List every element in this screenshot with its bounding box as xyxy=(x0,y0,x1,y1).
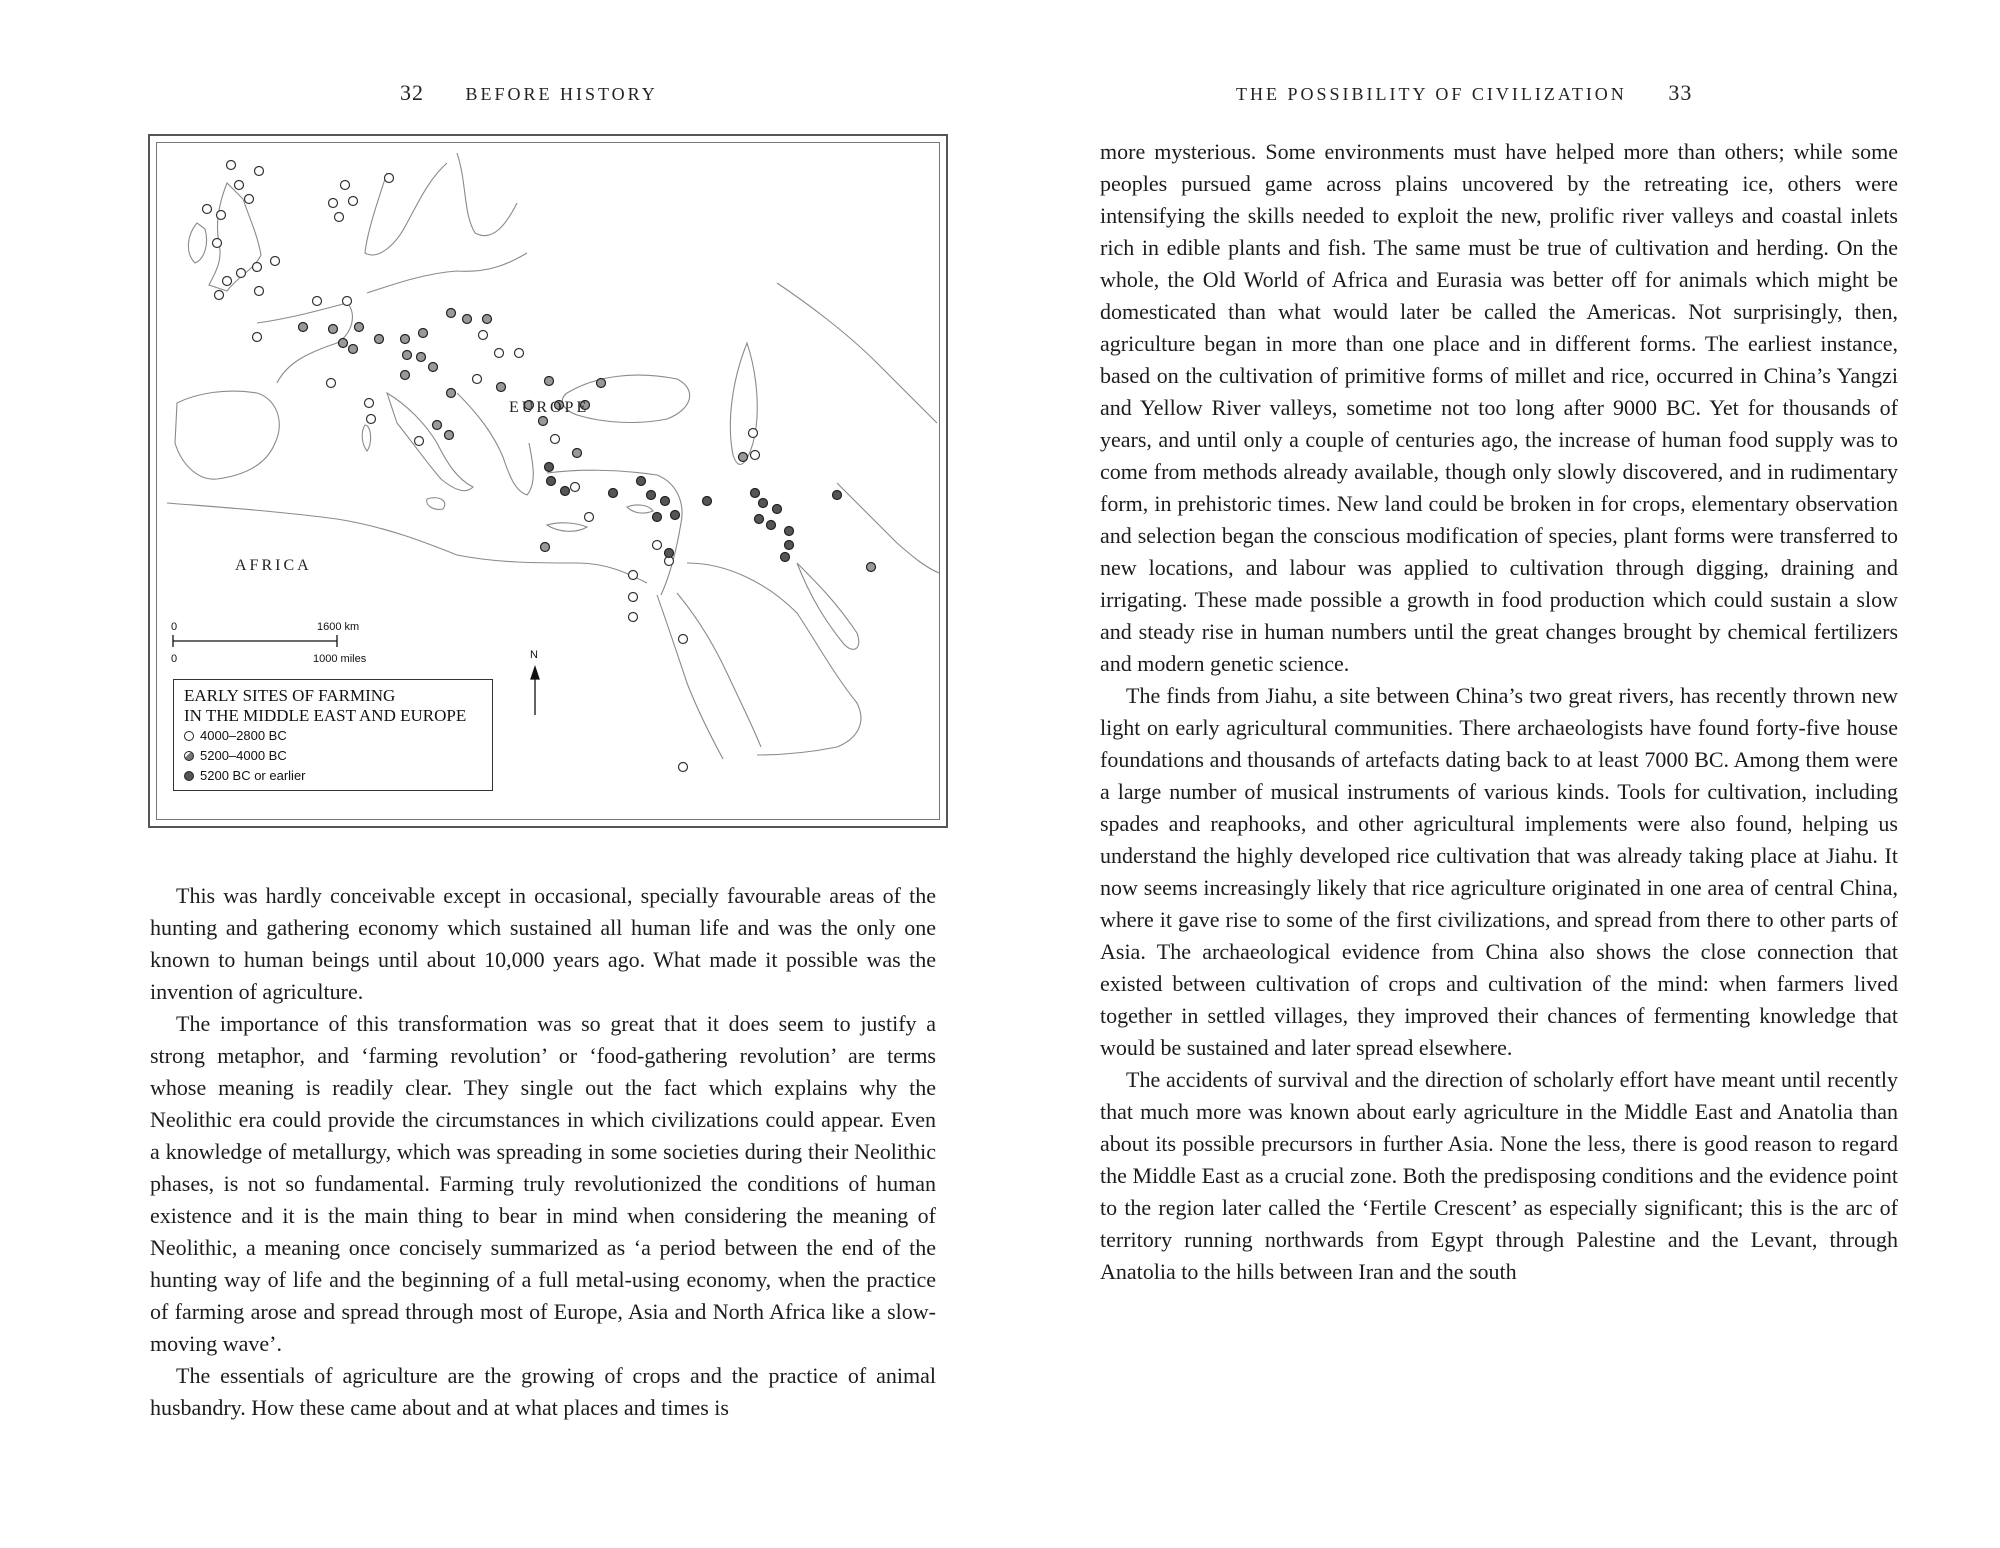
scale-mi-label: 1000 miles xyxy=(313,653,367,665)
africa-label: AFRICA xyxy=(235,557,312,574)
legend-title-line2: IN THE MIDDLE EAST AND EUROPE xyxy=(184,706,467,725)
north-label: N xyxy=(530,649,538,661)
legend-title-line1: EARLY SITES OF FARMING xyxy=(184,686,396,705)
north-arrow xyxy=(531,667,539,715)
legend-item-half: 5200–4000 BC xyxy=(184,746,482,766)
left-body-text xyxy=(150,880,936,1424)
map-area xyxy=(156,142,940,820)
right-running-head xyxy=(1236,80,1692,106)
farming-sites-map xyxy=(148,134,948,828)
right-page xyxy=(1000,0,2000,1548)
right-paragraph-1: more mysterious. Some environments must have helped more than others; while some peoples pursued game across plains uncovered by the retreating ice, others were intensifying the skills needed to exploit the new, prolific river valleys and coastal inlets rich in edible plants and fish. The same must be true of cultivation and herding. On the whole, the Old World of Africa and Eurasia was better off for animals which might be domesticated than what would later be called the Americas. Not surprisingly, then, agriculture began in more than one place and in different forms. The earliest instance, based on the cultivation of primitive forms of millet and rice, occurred in China’s Yangzi and Yellow River valleys, sometime not too long after 9000 BC. Yet for thousands of years, and until only a couple of centuries ago, the increase of human food supply was to come from methods already available, though only slowly discovered, and in rudimentary form, in prehistoric times. New land could be broken in for crops, elementary observation and selection began the conscious modification of species, plant forms were transferred to new locations, and labour was applied to cultivation through digging, draining and irrigating. These made possible a growth in food production which could sustain a slow and steady rise in human numbers until the great changes brought by chemical fertilizers and modern genetic science. xyxy=(1100,139,1898,676)
scale-mi-zero: 0 xyxy=(171,653,178,665)
left-paragraph-3: The essentials of agriculture are the growing of crops and the practice of animal husbandry. How these came about and at what places and times is xyxy=(150,1363,936,1420)
left-running-title: BEFORE HISTORY xyxy=(465,84,658,104)
left-paragraph-2: The importance of this transformation was so great that it does seem to justify a strong metaphor, and ‘farming revolution’ or ‘food-gathering revolution’ are terms whose meaning is readily clear. They single out the fact which explains why the Neolithic era could provide the circumstances in which civilizations could appear. Even a knowledge of metallurgy, which was spreading in some societies during their Neolithic phases, is not so fundamental. Farming truly revolutionized the conditions of human existence and it is the main thing to bear in mind when considering the meaning of Neolithic, a meaning once concisely summarized as ‘a period between the end of the hunting way of life and the beginning of a full metal-using economy, when the practice of farming arose and spread through most of Europe, Asia and North Africa like a slow-moving wave’. xyxy=(150,1011,936,1356)
coastlines xyxy=(167,153,939,759)
half-circle-icon xyxy=(184,751,194,761)
scale-bars xyxy=(173,635,337,647)
right-body-text xyxy=(1100,136,1898,1288)
europe-label: EUROPE xyxy=(509,399,590,416)
scale-km-zero: 0 xyxy=(171,621,178,633)
legend-item-dark: 5200 BC or earlier xyxy=(184,766,482,786)
right-paragraph-2: The finds from Jiahu, a site between China’s two great rivers, has recently thrown new light on early agricultural communities. There archaeologists have found forty-five house foundations and thousands of artefacts dating back to at least 7000 BC. Among them were a large number of musical instruments of various kinds. Tools for cultivation, including spades and reaphooks, and other agricultural implements were also found, helping us understand the highly developed rice cultivation that was already taking place at Jiahu. It now seems increasingly likely that rice agriculture originated in one area of central China, where it gave rise to some of the first civilizations, and spread from there to other parts of Asia. The archaeological evidence from China also shows the close connection that existed between cultivation of crops and cultivation of the mind: when farmers lived together in settled villages, they improved their chances of fermenting knowledge that would be sustained and later spread elsewhere. xyxy=(1100,683,1898,1060)
map-legend xyxy=(173,679,493,791)
left-page-number: 32 xyxy=(400,80,424,105)
scale-km-label: 1600 km xyxy=(317,621,360,633)
right-page-number: 33 xyxy=(1668,80,1693,105)
left-running-head xyxy=(400,80,658,106)
legend-item-open: 4000–2800 BC xyxy=(184,726,482,746)
right-running-title: THE POSSIBILITY OF CIVILIZATION xyxy=(1236,84,1627,104)
open-circle-icon xyxy=(184,731,194,741)
right-paragraph-3: The accidents of survival and the direction of scholarly effort have meant until recently that much more was known about early agriculture in the Middle East and Anatolia than about its possible precursors in further Asia. None the less, there is good reason to regard the Middle East as a crucial zone. Both the predisposing conditions and the evidence point to the region later called the ‘Fertile Crescent’ as especially significant; this is the arc of territory running northwards from Egypt through Palestine and the Levant, through Anatolia to the hills between Iran and the south xyxy=(1100,1067,1898,1284)
left-paragraph-1: This was hardly conceivable except in occasional, specially favourable areas of the hunting and gathering economy which sustained all human life and was the only one known to human beings until about 10,000 years ago. What made it possible was the invention of agriculture. xyxy=(150,883,936,1004)
filled-circle-icon xyxy=(184,771,194,781)
